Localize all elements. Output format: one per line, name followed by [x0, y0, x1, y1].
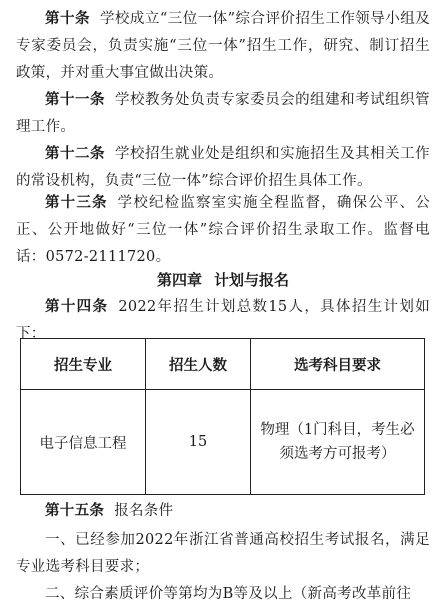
article-10-label: 第十条 — [45, 11, 90, 27]
article-11 — [16, 87, 430, 141]
condition-1: 一、已经参加2022年浙江省普通高校招生考试报名，满足专业选考科目要求； — [16, 532, 430, 575]
header-count: 招生人数 — [146, 339, 251, 390]
article-11-text: 学校教务处负责专家委员会的组建和考试组织管理工作。 — [16, 92, 430, 135]
cell-major: 电子信息工程 — [21, 390, 146, 495]
chapter-number: 第四章 — [156, 271, 202, 289]
article-11-label: 第十一条 — [45, 92, 106, 108]
enrollment-plan-table — [20, 338, 425, 495]
article-15 — [16, 498, 430, 525]
cell-count: 15 — [146, 390, 251, 495]
article-10-text: 学校成立“三位一体”综合评价招生工作领导小组及专家委员会，负责实施“三位一体”招生工作，研究、制订招生政策，并对重大事宜做出决策。 — [16, 11, 430, 81]
article-15-label: 第十五条 — [45, 503, 105, 519]
article-15-text: 报名条件 — [114, 503, 174, 519]
article-12 — [16, 141, 430, 195]
condition-2: 二、综合素质评价等第均为B等及以上（新高考改革前往 — [45, 586, 412, 602]
article-13-text: 学校纪检监察室实施全程监督，确保公平、公正、公开地做好“三位一体”综合评价招生录取工作。监督电话：0572-2111720。 — [16, 195, 431, 265]
article-13-label: 第十三条 — [45, 195, 108, 211]
table-header-row — [21, 339, 425, 390]
article-12-text: 学校招生就业处是组织和实施招生及其相关工作的常设机构，负责“三位一体”综合评价招生具体工作。 — [16, 146, 430, 189]
header-major: 招生专业 — [21, 339, 146, 390]
article-13 — [16, 190, 430, 271]
chapter-heading — [0, 268, 446, 292]
table-row — [21, 390, 425, 495]
chapter-title: 计划与报名 — [214, 271, 290, 289]
article-14-text: 2022年招生计划总数15人，具体招生计划如下： — [16, 299, 431, 342]
article-12-label: 第十二条 — [45, 146, 106, 162]
article-14-label: 第十四条 — [45, 299, 109, 315]
article-10 — [16, 6, 430, 87]
cell-requirement: 物理（1门科目，考生必须选考方可报考） — [251, 390, 425, 495]
header-requirement: 选考科目要求 — [251, 339, 425, 390]
